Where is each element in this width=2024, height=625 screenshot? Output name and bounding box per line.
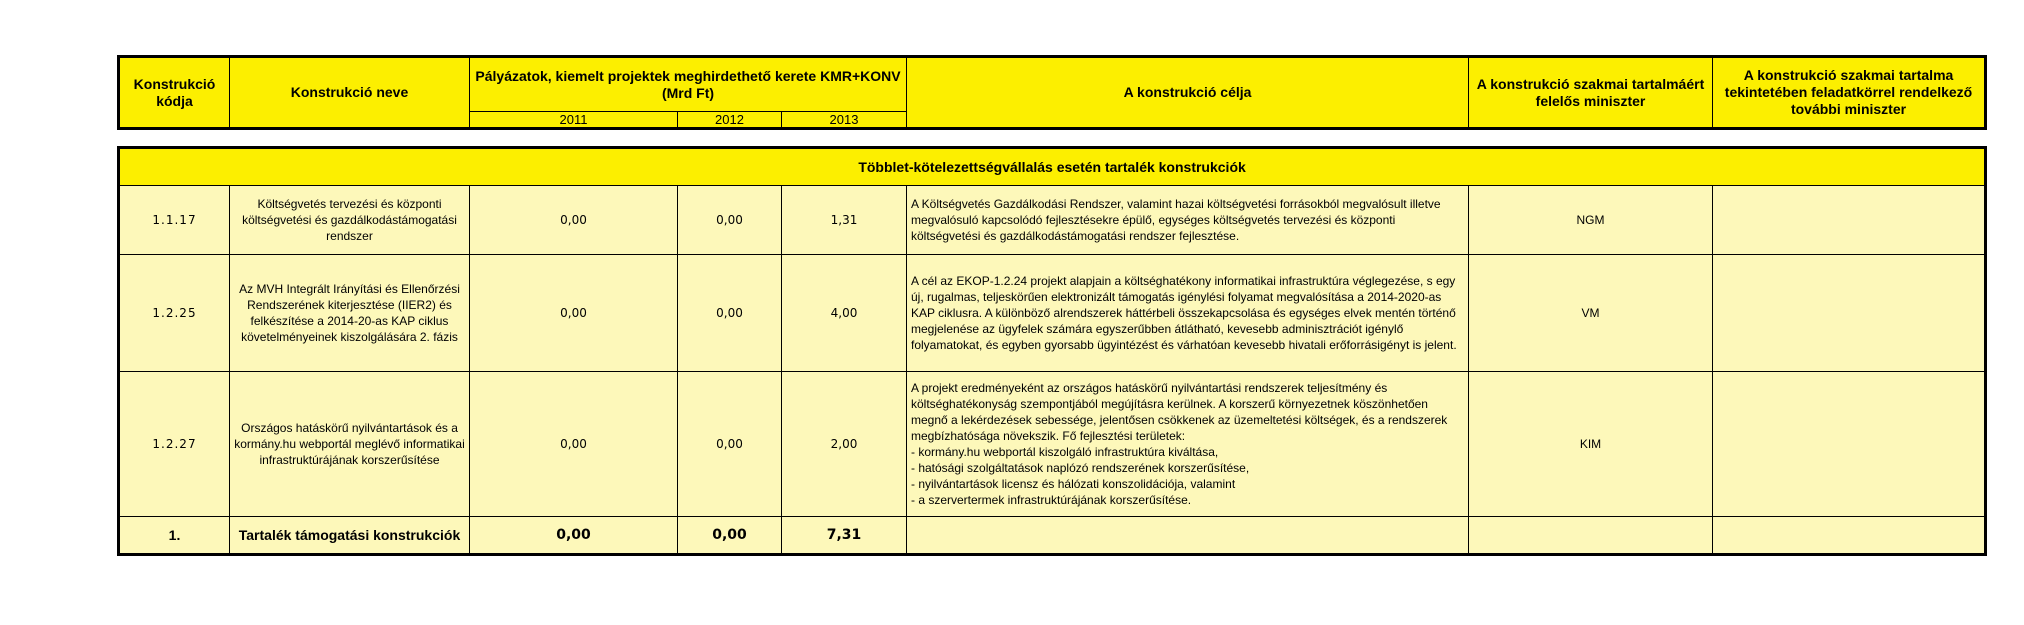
row-goal: A Költségvetés Gazdálkodási Rendszer, valamint hazai költségvetési forrásokból megvalósult illetve megvalósuló kapcsolódó fejlesztésekre épülő, egységes költségvetés tervezési és központi költségvetési és gazdálkodástámogatási rendszer fejlesztése. — [907, 186, 1469, 255]
table-row — [119, 186, 1986, 255]
row-name: Költségvetés tervezési és központi költségvetési és gazdálkodástámogatási rendszer — [230, 186, 470, 255]
total-code: 1. — [119, 517, 230, 555]
row-goal — [907, 372, 1469, 517]
row-value-2011: 0,00 — [470, 186, 678, 255]
row-code: 1.2.27 — [119, 372, 230, 517]
total-value-2011: 0,00 — [470, 517, 678, 555]
row-minister: KIM — [1469, 372, 1713, 517]
row-value-2013: 4,00 — [782, 255, 907, 372]
total-name: Tartalék támogatási konstrukciók — [230, 517, 470, 555]
row-name: Országos hatáskörű nyilvántartások és a kormány.hu webportál meglévő informatikai infrastruktúrájának korszerűsítése — [230, 372, 470, 517]
section-title: Többlet-kötelezettségvállalás esetén tartalék konstrukciók — [119, 148, 1986, 186]
header-goal: A konstrukció célja — [907, 57, 1469, 129]
header-name: Konstrukció neve — [230, 57, 470, 129]
header-code: Konstrukció kódja — [119, 57, 230, 129]
total-row — [119, 517, 1986, 555]
row-minister: VM — [1469, 255, 1713, 372]
row-value-2013: 2,00 — [782, 372, 907, 517]
goal-line: - nyilvántartások licensz és hálózati konszolidációja, valamint — [911, 477, 1236, 491]
total-minister — [1469, 517, 1713, 555]
row-value-2011: 0,00 — [470, 255, 678, 372]
row-code: 1.2.25 — [119, 255, 230, 372]
row-goal: A cél az EKOP-1.2.24 projekt alapjain a költséghatékony informatikai infrastruktúra véglegezése, s egy új, rugalmas, teljeskörűen elektronizált támogatás igénylési folyamat megvalósítása a 2014-2020-as KAP ciklusra. A különböző alrendszerek háttérbeli összekapcsolása és egységes elvek mentén történő megjelenése az ügyfelek számára egyszerűbben átlátható, kevesebb adminisztrációt igénylő folyamatokat, és egyben gyorsabb ügyintézést és várhatóan kevesebb hivatali erőforrásigényt is jelent. — [907, 255, 1469, 372]
row-value-2011: 0,00 — [470, 372, 678, 517]
row-other-minister — [1713, 372, 1986, 517]
total-goal — [907, 517, 1469, 555]
total-other-minister — [1713, 517, 1986, 555]
header-other-minister: A konstrukció szakmai tartalma tekintetében feladatkörrel rendelkező további miniszter — [1713, 57, 1986, 129]
row-value-2012: 0,00 — [678, 372, 782, 517]
row-value-2013: 1,31 — [782, 186, 907, 255]
row-code: 1.1.17 — [119, 186, 230, 255]
header-budget: Pályázatok, kiemelt projektek meghirdethető kerete KMR+KONV (Mrd Ft) — [470, 57, 907, 112]
header-year-2012: 2012 — [678, 112, 782, 129]
row-minister: NGM — [1469, 186, 1713, 255]
row-value-2012: 0,00 — [678, 186, 782, 255]
total-value-2012: 0,00 — [678, 517, 782, 555]
table-row — [119, 372, 1986, 517]
goal-line: - kormány.hu webportál kiszolgáló infrastruktúra kiváltása, — [911, 445, 1219, 459]
row-other-minister — [1713, 186, 1986, 255]
row-other-minister — [1713, 255, 1986, 372]
row-name: Az MVH Integrált Irányítási és Ellenőrzési Rendszerének kiterjesztése (IIER2) és felkészítése a 2014-20-as KAP ciklus követelményeinek kiszolgálására 2. fázis — [230, 255, 470, 372]
row-value-2012: 0,00 — [678, 255, 782, 372]
header-table — [117, 55, 1987, 130]
goal-line: A projekt eredményeként az országos hatáskörű nyilvántartási rendszerek teljesítmény és költséghatékonyság szempontjából megújításra kerülnek. A korszerű környezetnek köszönhetően megnő a lekérdezések sebessége, jelentősen csökkenek az üzemeltetési költségek, és a rendszerek megbízhatósága növekszik. Fő fejlesztési területek: — [911, 381, 1448, 443]
header-year-2011: 2011 — [470, 112, 678, 129]
total-value-2013: 7,31 — [782, 517, 907, 555]
header-year-2013: 2013 — [782, 112, 907, 129]
goal-line: - hatósági szolgáltatások naplózó rendszerének korszerűsítése, — [911, 461, 1250, 475]
goal-line: - a szervertermek infrastruktúrájának korszerűsítése. — [911, 493, 1192, 507]
body-table — [117, 146, 1987, 556]
table-row — [119, 255, 1986, 372]
header-minister: A konstrukció szakmai tartalmáért felelős miniszter — [1469, 57, 1713, 129]
